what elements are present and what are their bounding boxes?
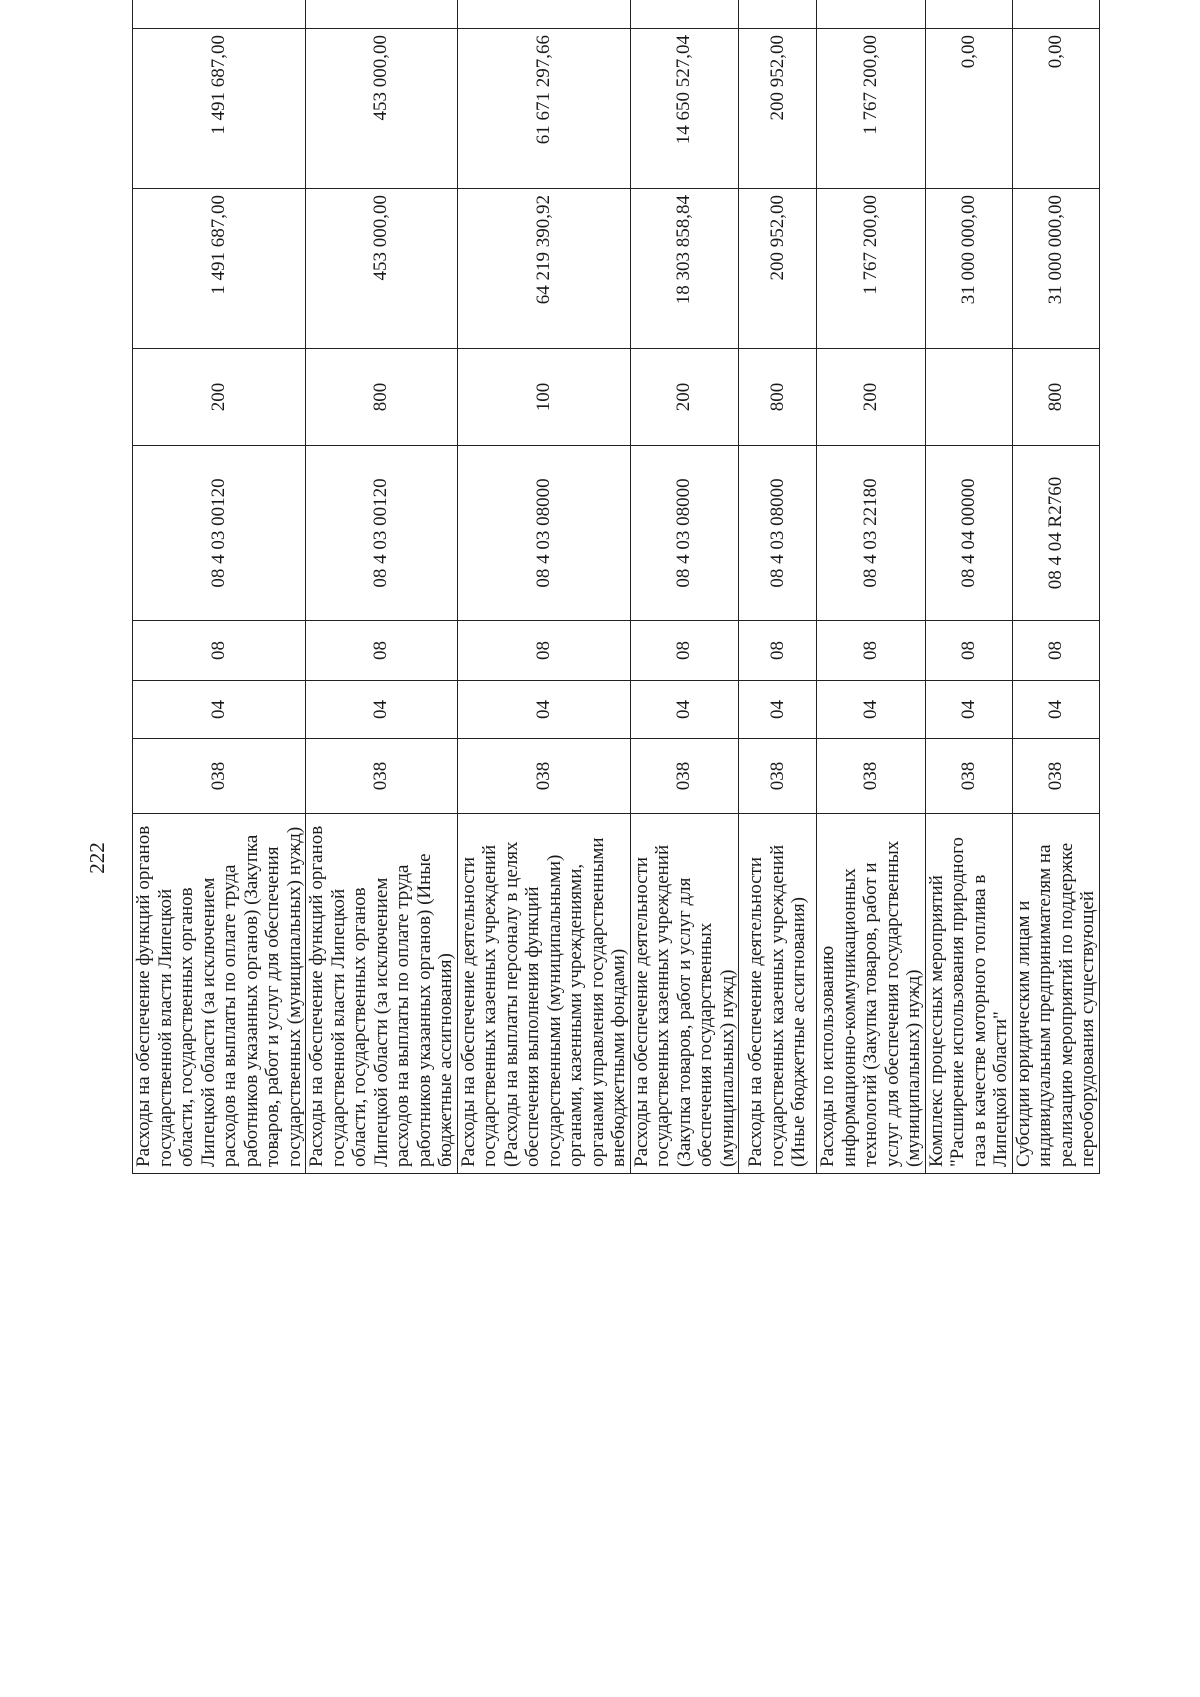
description-cell: Расходы на обеспечение деятельности государственных казенных учреждений (Расходы на выплаты персоналу в целях обеспечения выполнения функций государственными (муниципальными) органами, казенными учреждениями, органами управления государственными внебюджетными фондами) <box>457 814 630 1174</box>
table-row <box>817 0 926 1174</box>
page-number: 222 <box>85 842 109 874</box>
section-code-cell: 04 <box>630 681 739 739</box>
target-article-cell: 08 4 03 08000 <box>739 446 817 621</box>
subsection-code-cell: 08 <box>739 621 817 681</box>
description-cell: Расходы на обеспечение деятельности государственных казенных учреждений (Иные бюджетные ассигнования) <box>739 814 817 1174</box>
table-row <box>630 0 739 1174</box>
table-row <box>133 0 306 1174</box>
amount-3-cell <box>457 0 630 29</box>
ministry-code-cell: 038 <box>306 739 458 814</box>
amount-3-cell <box>739 0 817 29</box>
ministry-code-cell: 038 <box>739 739 817 814</box>
subsection-code-cell: 08 <box>133 621 306 681</box>
amount-2-cell: 1 491 687,00 <box>133 29 306 189</box>
expense-type-cell: 800 <box>1012 349 1099 446</box>
ministry-code-cell: 038 <box>925 739 1012 814</box>
target-article-cell: 08 4 03 00120 <box>133 446 306 621</box>
description-cell: Расходы на обеспечение функций органов государственной власти Липецкой области, государственных органов Липецкой области (за исключением расходов на выплаты по оплате труда работников указанных органов) (Иные бюджетные ассигнования) <box>306 814 458 1174</box>
expense-type-cell: 100 <box>457 349 630 446</box>
amount-3-cell <box>1012 0 1099 29</box>
section-code-cell: 04 <box>306 681 458 739</box>
table-row <box>306 0 458 1174</box>
table-row <box>739 0 817 1174</box>
section-code-cell: 04 <box>925 681 1012 739</box>
expense-type-cell: 200 <box>630 349 739 446</box>
amount-3-cell <box>306 0 458 29</box>
subsection-code-cell: 08 <box>306 621 458 681</box>
amount-2-cell: 200 952,00 <box>739 29 817 189</box>
rotated-page-content <box>132 35 1098 1174</box>
table-row <box>1012 0 1099 1174</box>
amount-1-cell: 200 952,00 <box>739 189 817 349</box>
ministry-code-cell: 038 <box>133 739 306 814</box>
description-cell: Расходы на обеспечение функций органов государственной власти Липецкой области, государственных органов Липецкой области (за исключением расходов на выплаты по оплате труда работников указанных органов) (Закупка товаров, работ и услуг для обеспечения государственных (муниципальных) нужд) <box>133 814 306 1174</box>
amount-3-cell <box>925 0 1012 29</box>
amount-1-cell: 453 000,00 <box>306 189 458 349</box>
description-cell: Расходы по использованию информационно-коммуникационных технологий (Закупка товаров, работ и услуг для обеспечения государственных (муниципальных) нужд) <box>817 814 926 1174</box>
section-code-cell: 04 <box>457 681 630 739</box>
description-cell: Субсидии юридическим лицам и индивидуальным предпринимателям на реализацию мероприятий по поддержке переоборудования существующей <box>1012 814 1099 1174</box>
amount-1-cell: 1 491 687,00 <box>133 189 306 349</box>
subsection-code-cell: 08 <box>457 621 630 681</box>
section-code-cell: 04 <box>133 681 306 739</box>
amount-3-cell <box>817 0 926 29</box>
amount-1-cell: 64 219 390,92 <box>457 189 630 349</box>
ministry-code-cell: 038 <box>817 739 926 814</box>
amount-1-cell: 31 000 000,00 <box>1012 189 1099 349</box>
target-article-cell: 08 4 03 22180 <box>817 446 926 621</box>
table-row <box>925 0 1012 1174</box>
amount-2-cell: 0,00 <box>1012 29 1099 189</box>
subsection-code-cell: 08 <box>817 621 926 681</box>
amount-2-cell: 14 650 527,04 <box>630 29 739 189</box>
target-article-cell: 08 4 04 00000 <box>925 446 1012 621</box>
amount-2-cell: 453 000,00 <box>306 29 458 189</box>
section-code-cell: 04 <box>1012 681 1099 739</box>
amount-3-cell <box>133 0 306 29</box>
amount-2-cell: 1 767 200,00 <box>817 29 926 189</box>
subsection-code-cell: 08 <box>925 621 1012 681</box>
expense-type-cell: 200 <box>133 349 306 446</box>
amount-2-cell: 0,00 <box>925 29 1012 189</box>
section-code-cell: 04 <box>739 681 817 739</box>
ministry-code-cell: 038 <box>457 739 630 814</box>
expense-type-cell: 200 <box>817 349 926 446</box>
section-code-cell: 04 <box>817 681 926 739</box>
subsection-code-cell: 08 <box>1012 621 1099 681</box>
amount-1-cell: 1 767 200,00 <box>817 189 926 349</box>
amount-1-cell: 18 303 858,84 <box>630 189 739 349</box>
target-article-cell: 08 4 03 08000 <box>630 446 739 621</box>
description-cell: Комплекс процессных мероприятий "Расширение использования природного газа в качестве моторного топлива в Липецкой области" <box>925 814 1012 1174</box>
ministry-code-cell: 038 <box>1012 739 1099 814</box>
target-article-cell: 08 4 04 R2760 <box>1012 446 1099 621</box>
description-cell: Расходы на обеспечение деятельности государственных казенных учреждений (Закупка товаров, работ и услуг для обеспечения государственных (муниципальных) нужд) <box>630 814 739 1174</box>
amount-1-cell: 31 000 000,00 <box>925 189 1012 349</box>
table-row <box>457 0 630 1174</box>
expense-type-cell: 800 <box>739 349 817 446</box>
expense-type-cell: 800 <box>306 349 458 446</box>
amount-3-cell <box>630 0 739 29</box>
amount-2-cell: 61 671 297,66 <box>457 29 630 189</box>
ministry-code-cell: 038 <box>630 739 739 814</box>
expense-type-cell <box>925 349 1012 446</box>
target-article-cell: 08 4 03 00120 <box>306 446 458 621</box>
target-article-cell: 08 4 03 08000 <box>457 446 630 621</box>
subsection-code-cell: 08 <box>630 621 739 681</box>
budget-table <box>132 0 1100 1174</box>
